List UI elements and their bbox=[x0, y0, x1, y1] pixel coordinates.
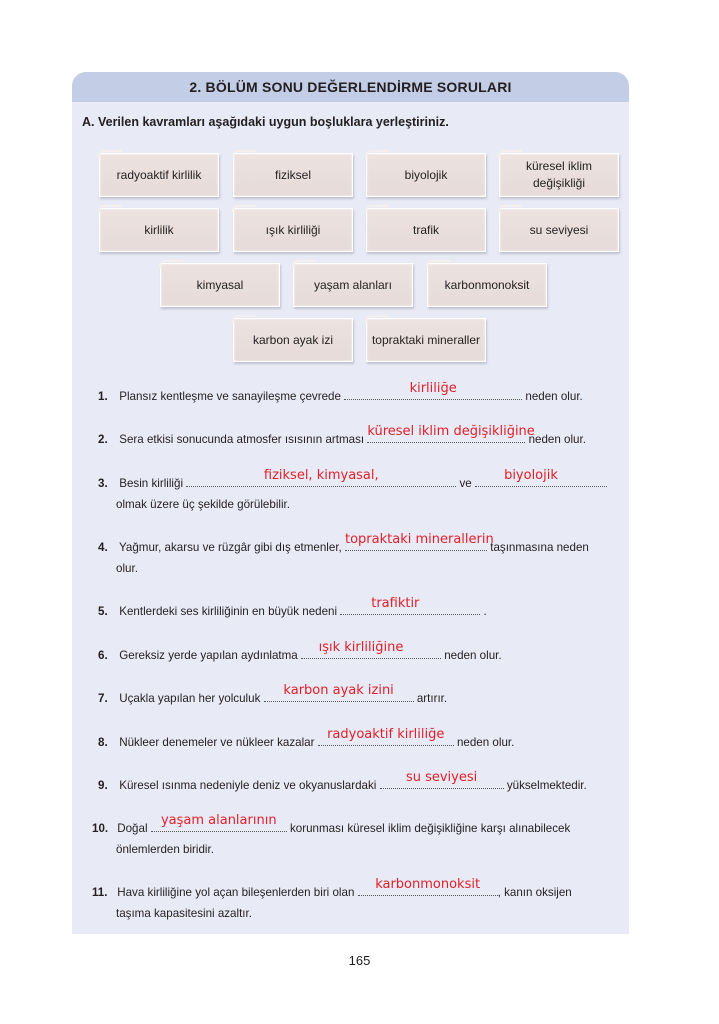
page-title: 2. BÖLÜM SONU DEĞERLENDİRME SORULARI bbox=[72, 72, 629, 102]
answer-blank[interactable] bbox=[367, 424, 535, 443]
handwritten-answer: karbon ayak izini bbox=[283, 683, 394, 698]
handwritten-answer: su seviyesi bbox=[405, 770, 478, 785]
section-title: A. Verilen kavramları aşağıdaki uygun boşluklara yerleştiriniz. bbox=[82, 115, 449, 129]
word-card: kirlilik bbox=[99, 208, 219, 252]
handwritten-answer: topraktaki minerallerin bbox=[345, 532, 494, 547]
question-4: 4. Yağmur, akarsu ve rüzgâr gibi dış etmenler, topraktaki minerallerin taşınmasına neden olur. bbox=[98, 532, 589, 575]
question-1: 1. Plansız kentleşme ve sanayileşme çevrede kirliliğe neden olur. bbox=[98, 381, 583, 403]
word-card: kimyasal bbox=[160, 263, 280, 307]
handwritten-answer: radyoaktif kirliliğe bbox=[327, 727, 445, 742]
answer-blank[interactable] bbox=[186, 468, 456, 487]
answer-blank[interactable] bbox=[151, 813, 287, 832]
handwritten-answer: yaşam alanlarının bbox=[160, 813, 277, 828]
handwritten-answer: fiziksel, kimyasal, bbox=[263, 468, 379, 483]
word-card: karbonmonoksit bbox=[427, 263, 547, 307]
question-3: 3. Besin kirliliği fiziksel, kimyasal, ve biyolojik olmak üzere üç şekilde görülebilir. bbox=[98, 473, 623, 515]
page-number: 165 bbox=[348, 953, 371, 968]
word-card: küresel iklim değişikliği bbox=[499, 153, 619, 197]
answer-blank[interactable] bbox=[358, 877, 498, 896]
word-card: ışık kirliliği bbox=[233, 208, 353, 252]
handwritten-answer: küresel iklim değişikliğine bbox=[367, 424, 535, 439]
handwritten-answer: kirliliğe bbox=[409, 381, 457, 396]
handwritten-answer: karbonmonoksit bbox=[375, 877, 481, 892]
question-2: 2. Sera etkisi sonucunda atmosfer ısısının artması küresel iklim değişikliğine neden olur. bbox=[98, 424, 586, 446]
word-card: su seviyesi bbox=[499, 208, 619, 252]
question-5: 5. Kentlerdeki ses kirliliğinin en büyük nedeni trafiktir . bbox=[98, 596, 487, 618]
answer-blank[interactable] bbox=[380, 770, 504, 789]
question-6: 6. Gereksiz yerde yapılan aydınlatma ışık kirliliğine neden olur. bbox=[98, 640, 502, 662]
handwritten-answer: trafiktir bbox=[371, 596, 420, 611]
answer-blank[interactable] bbox=[344, 381, 522, 400]
handwritten-answer: biyolojik bbox=[504, 468, 558, 483]
answer-blank[interactable] bbox=[301, 640, 441, 659]
assessment-panel bbox=[72, 72, 629, 934]
question-8: 8. Nükleer denemeler ve nükleer kazalar radyoaktif kirliliğe neden olur. bbox=[98, 727, 515, 749]
word-card: fiziksel bbox=[233, 153, 353, 197]
answer-blank[interactable] bbox=[340, 596, 480, 615]
answer-blank[interactable] bbox=[475, 468, 607, 487]
word-card: yaşam alanları bbox=[293, 263, 413, 307]
word-card: radyoaktif kirlilik bbox=[99, 153, 219, 197]
question-10: 10. Doğal yaşam alanlarının korunması küresel iklim değişikliğine karşı alınabilecek önlemlerden biridir. bbox=[92, 813, 571, 856]
word-card: topraktaki mineraller bbox=[366, 318, 486, 362]
answer-blank[interactable] bbox=[318, 727, 454, 746]
answer-blank[interactable] bbox=[345, 532, 494, 551]
word-card: karbon ayak izi bbox=[233, 318, 353, 362]
question-9: 9. Küresel ısınma nedeniyle deniz ve okyanuslardaki su seviyesi yükselmektedir. bbox=[98, 770, 587, 792]
answer-blank[interactable] bbox=[264, 683, 414, 702]
word-card: trafik bbox=[366, 208, 486, 252]
question-11: 11. Hava kirliliğine yol açan bileşenlerden biri olan karbonmonoksit , kanın oksijen taşıma kapasitesini azaltır. bbox=[92, 877, 572, 920]
word-card: biyolojik bbox=[366, 153, 486, 197]
question-7: 7. Uçakla yapılan her yolculuk karbon ayak izini artırır. bbox=[98, 683, 448, 705]
handwritten-answer: ışık kirliliğine bbox=[318, 640, 404, 655]
